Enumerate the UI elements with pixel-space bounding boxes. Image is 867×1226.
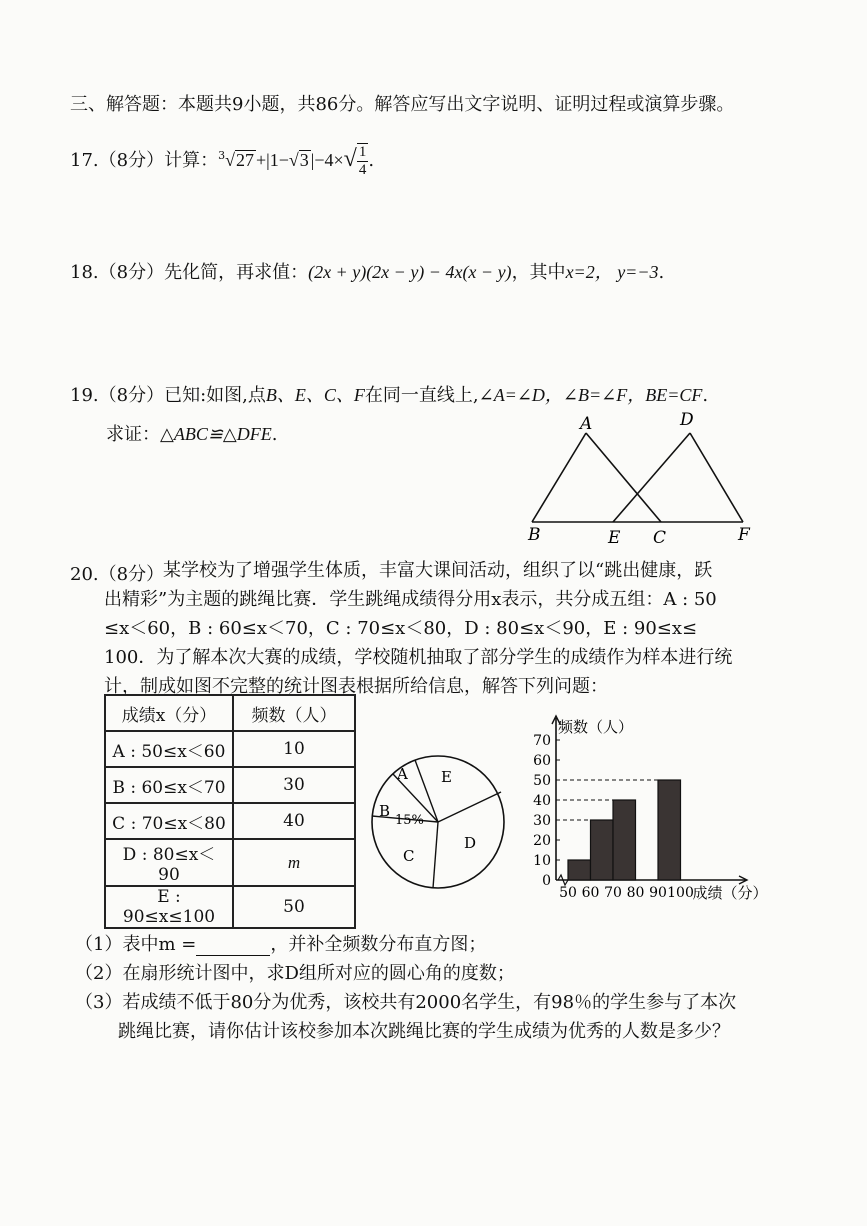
x-tick-label: 80: [626, 885, 645, 901]
table-cell: 10: [233, 731, 355, 767]
pie-label-C: C: [403, 847, 415, 865]
histogram-bar: [591, 820, 614, 880]
q17-end: .: [368, 150, 375, 171]
q20-sub3-line1: （3）若成绩不低于80分为优秀，该校共有2000名学生，有98％的学生参与了本次: [75, 992, 737, 1013]
table-row: [105, 731, 355, 767]
table-cell: 50: [233, 886, 355, 928]
table-cell: 30: [233, 767, 355, 803]
x-tick-label: 70: [604, 885, 622, 901]
q18-end: .: [658, 262, 665, 283]
q20-stem-rest: [104, 585, 759, 701]
table-header-row: [105, 695, 355, 731]
q19-conditions: ∠A=∠D，∠B=∠F，BE=CF: [478, 385, 703, 405]
q17-radicand1: 27: [235, 150, 254, 170]
pie-label-E: E: [441, 768, 452, 786]
label-D: D: [680, 410, 694, 430]
q20-line-1: 某学校为了增强学生体质，丰富大课间活动，组织了以“跳出健康，跃: [163, 560, 713, 581]
triangles-figure: [520, 405, 770, 548]
q17-frac-num: 1: [358, 144, 367, 160]
q17-label: 17.（8分）计算：: [70, 150, 219, 171]
q20-sub1-prefix: （1）表中m =: [75, 934, 197, 955]
pie-label-B: B: [379, 802, 391, 820]
table-cell: D : 80≤x＜90: [105, 839, 233, 886]
label-F: F: [738, 525, 750, 545]
q18-condition: x=2， y=−3: [565, 262, 659, 282]
table-row: [105, 767, 355, 803]
label-B: B: [528, 525, 541, 545]
table-header-frequency: 频数（人）: [233, 695, 355, 731]
y-tick-label: 20: [533, 833, 551, 849]
y-tick-label: 30: [533, 813, 551, 829]
q19-points: B、E、C、F: [265, 385, 365, 405]
q20-sub1-suffix: ，并补全频数分布直方图；: [270, 934, 487, 955]
q20-stem: [163, 556, 763, 585]
table-cell: E : 90≤x≤100: [105, 886, 233, 928]
q18-expression: (2x + y)(2x − y) − 4x(x − y): [308, 262, 512, 282]
q17-frac-den: 4: [358, 162, 367, 178]
y-tick-label: 60: [533, 753, 551, 769]
q19-prove-label: 求证：: [106, 424, 160, 445]
q20-line-3: ≤x＜60，B : 60≤x＜70，C : 70≤x＜80，D : 80≤x＜90，E : 90≤x≤: [104, 618, 698, 639]
q19-label: 19.（8分）已知:如图,点: [70, 385, 266, 406]
side-AB: [532, 433, 586, 522]
label-C: C: [653, 528, 667, 548]
q19-prove-line: [106, 420, 278, 446]
q17-cube-index: 3: [218, 149, 226, 162]
table-row: [105, 803, 355, 839]
label-E: E: [608, 528, 621, 548]
q17-expr-mid2: |−4×: [310, 150, 344, 170]
table-cell: A : 50≤x＜60: [105, 731, 233, 767]
y-tick-label: 0: [542, 873, 551, 889]
histogram-bar: [568, 860, 591, 880]
table-cell: m: [233, 839, 355, 886]
section-header: 三、解答题：本题共9小题，共86分。解答应写出文字说明、证明过程或演算步骤。: [70, 94, 735, 115]
x-tick-label: 50: [559, 885, 577, 901]
q18-label: 18.（8分）先化简，再求值：: [70, 262, 309, 283]
histogram-chart: [520, 714, 770, 914]
histogram-bar: [658, 780, 681, 880]
answer-blank-m[interactable]: [196, 937, 270, 956]
q19-prove-end: .: [271, 424, 278, 445]
q20-line-2: 出精彩”为主题的跳绳比赛．学生跳绳成绩得分用x表示，共分成五组：A : 50: [104, 589, 717, 610]
label-A: A: [580, 414, 593, 434]
q20-label: 20.（8分）: [70, 564, 165, 585]
table-cell: B : 60≤x＜70: [105, 767, 233, 803]
q19-text: 在同一直线上,: [364, 385, 479, 406]
x-axis-label: 成绩（分）: [692, 884, 768, 902]
y-axis-label: 频数（人）: [558, 718, 634, 736]
pie-label-D: D: [464, 834, 477, 852]
x-tick-label: 100: [667, 885, 694, 901]
table-cell: C : 70≤x＜80: [105, 803, 233, 839]
y-tick-label: 50: [533, 773, 551, 789]
pie-annotation-B: 15%: [395, 813, 424, 828]
q17-radicand2: 3: [299, 150, 309, 170]
side-DE: [613, 433, 690, 522]
q19-end: .: [702, 385, 709, 406]
q17-fraction: [357, 143, 369, 179]
y-tick-label: 40: [533, 793, 551, 809]
table-row: [105, 886, 355, 928]
q20-sub1: [75, 930, 486, 956]
x-tick-label: 90: [649, 885, 667, 901]
q18-condition-prefix: ，其中: [511, 262, 566, 283]
q20-line-4: 100．为了解本次大赛的成绩，学校随机抽取了部分学生的成绩作为样本进行统: [104, 647, 733, 668]
histogram-bar: [613, 800, 636, 880]
table-cell: 40: [233, 803, 355, 839]
frequency-table: [104, 694, 356, 929]
q20-sub2: （2）在扇形统计图中，求D组所对应的圆心角的度数；: [75, 963, 515, 984]
q20-sub3-line2: 跳绳比赛，请你估计该校参加本次跳绳比赛的学生成绩为优秀的人数是多少？: [118, 1021, 730, 1042]
q17-expr-mid: +|1−: [255, 150, 289, 170]
x-tick-label: 60: [581, 885, 600, 901]
pie-chart: [370, 752, 510, 896]
side-DF: [690, 433, 743, 522]
q20-line-5: 计，制成如图不完整的统计图表根据所给信息，解答下列问题：: [104, 676, 608, 697]
y-tick-label: 70: [533, 733, 551, 749]
y-tick-label: 10: [533, 853, 551, 869]
question-17: 17.（8分）计算：$^3$√27 +|1−√3 |−4×√ $\frac{1}{4}$ .: [70, 144, 375, 178]
pie-divider: [433, 822, 438, 888]
pie-label-A: A: [397, 765, 408, 783]
q19-prove: △ABC≌△DFE: [160, 424, 272, 444]
table-header-score: 成绩x（分）: [105, 695, 233, 731]
question-18: [70, 258, 664, 284]
question-19: [70, 381, 708, 407]
pie-divider: [438, 792, 501, 822]
table-row: [105, 839, 355, 886]
